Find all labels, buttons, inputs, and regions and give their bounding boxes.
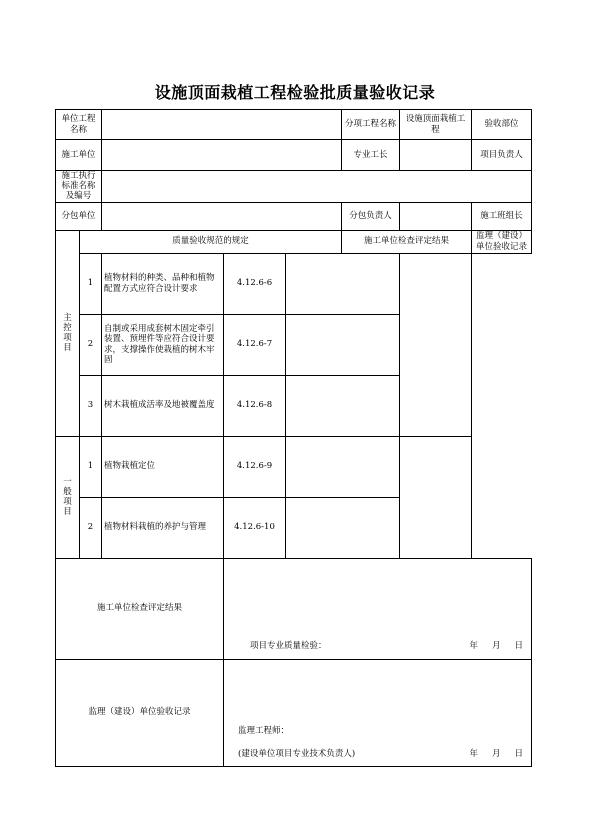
supervision-eval-label: 监理（建设）单位验收记录 (56, 659, 224, 766)
acceptance-part-label: 验收部位 (472, 110, 532, 140)
general-item-text: 植物材料栽植的养护与管理 (102, 497, 224, 558)
month-label: 月 (492, 640, 501, 651)
tech-lead-label: (建设单位项目专业技术负责人) (238, 748, 356, 759)
general-items-section-text: 一般项目 (63, 476, 72, 518)
sub-project-name-label: 分项工程名称 (342, 110, 400, 140)
header-row-3 (56, 171, 532, 203)
acceptance-record-table (55, 109, 532, 767)
main-item-code: 4.12.6-8 (224, 375, 286, 436)
supervision-eval-row (56, 659, 532, 766)
sub-project-name-value[interactable]: 设施顶面栽植工程 (400, 110, 472, 140)
engineer-label: 监理工程师： (238, 725, 290, 736)
main-item-code: 4.12.6-7 (224, 314, 286, 375)
construction-eval-area[interactable] (224, 558, 532, 659)
unit-project-name-field[interactable] (102, 110, 342, 140)
main-items-section-label (56, 230, 80, 436)
subcontractor-field[interactable] (102, 202, 342, 230)
spec-column-header: 质量验收规范的规定 (80, 230, 342, 253)
construction-eval-row (56, 558, 532, 659)
standard-field[interactable] (102, 171, 532, 203)
construction-unit-label: 施工单位 (56, 140, 102, 171)
general-items-supervision-record[interactable] (400, 436, 472, 558)
construction-unit-field[interactable] (102, 140, 342, 171)
construction-eval-date (456, 641, 524, 651)
general-item-row-1 (56, 436, 532, 497)
month-label: 月 (492, 748, 501, 759)
main-item-text: 自制或采用成套树木固定牵引装置、预埋件等应符合设计要求，支撑操作使栽植的树木牢固 (102, 314, 224, 375)
general-item-no: 1 (80, 436, 102, 497)
main-item-no: 2 (80, 314, 102, 375)
general-item-code: 4.12.6-9 (224, 436, 286, 497)
main-item-no: 1 (80, 253, 102, 314)
subcontractor-label: 分包单位 (56, 202, 102, 230)
general-item-check-result[interactable] (286, 436, 400, 497)
subcontractor-manager-label: 分包负责人 (342, 202, 400, 230)
subcontractor-manager-field[interactable] (400, 202, 472, 230)
professional-foreman-label: 专业工长 (342, 140, 400, 171)
header-row-1 (56, 110, 532, 140)
inspector-label: 项目专业质量检验： (250, 640, 327, 651)
year-label: 年 (469, 640, 479, 651)
supervision-eval-date (456, 749, 524, 759)
construction-eval-label: 施工单位检查评定结果 (56, 558, 224, 659)
supervision-record-column-header: 监理（建设）单位验收记录 (472, 230, 532, 253)
general-item-check-result[interactable] (286, 497, 400, 558)
general-items-section-label (56, 436, 80, 558)
general-item-no: 2 (80, 497, 102, 558)
main-item-row-1 (56, 253, 532, 314)
main-item-check-result[interactable] (286, 375, 400, 436)
main-items-supervision-record[interactable] (400, 253, 472, 436)
main-item-check-result[interactable] (286, 253, 400, 314)
header-row-2 (56, 140, 532, 171)
header-row-4 (56, 202, 532, 230)
general-item-code: 4.12.6-10 (224, 497, 286, 558)
general-item-text: 植物栽植定位 (102, 436, 224, 497)
team-leader-label: 施工班组长 (472, 202, 532, 230)
main-item-code: 4.12.6-6 (224, 253, 286, 314)
page-title: 设施顶面栽植工程检验批质量验收记录 (154, 83, 436, 102)
standard-label: 施工执行标准名称及编号 (56, 171, 102, 203)
day-label: 日 (514, 640, 524, 651)
unit-project-name-label: 单位工程名称 (56, 110, 102, 140)
main-item-check-result[interactable] (286, 314, 400, 375)
professional-foreman-field[interactable] (400, 140, 472, 171)
main-item-no: 3 (80, 375, 102, 436)
main-item-text: 植物材料的种类、品种和植物配置方式应符合设计要求 (102, 253, 224, 314)
year-label: 年 (469, 748, 479, 759)
supervision-eval-area[interactable] (224, 659, 532, 766)
column-header-row (56, 230, 532, 253)
day-label: 日 (514, 748, 524, 759)
check-result-column-header: 施工单位检查评定结果 (342, 230, 472, 253)
project-manager-label: 项目负责人 (472, 140, 532, 171)
main-item-text: 树木栽植成活率及地被覆盖度 (102, 375, 224, 436)
main-items-section-text: 主控项目 (63, 312, 72, 354)
